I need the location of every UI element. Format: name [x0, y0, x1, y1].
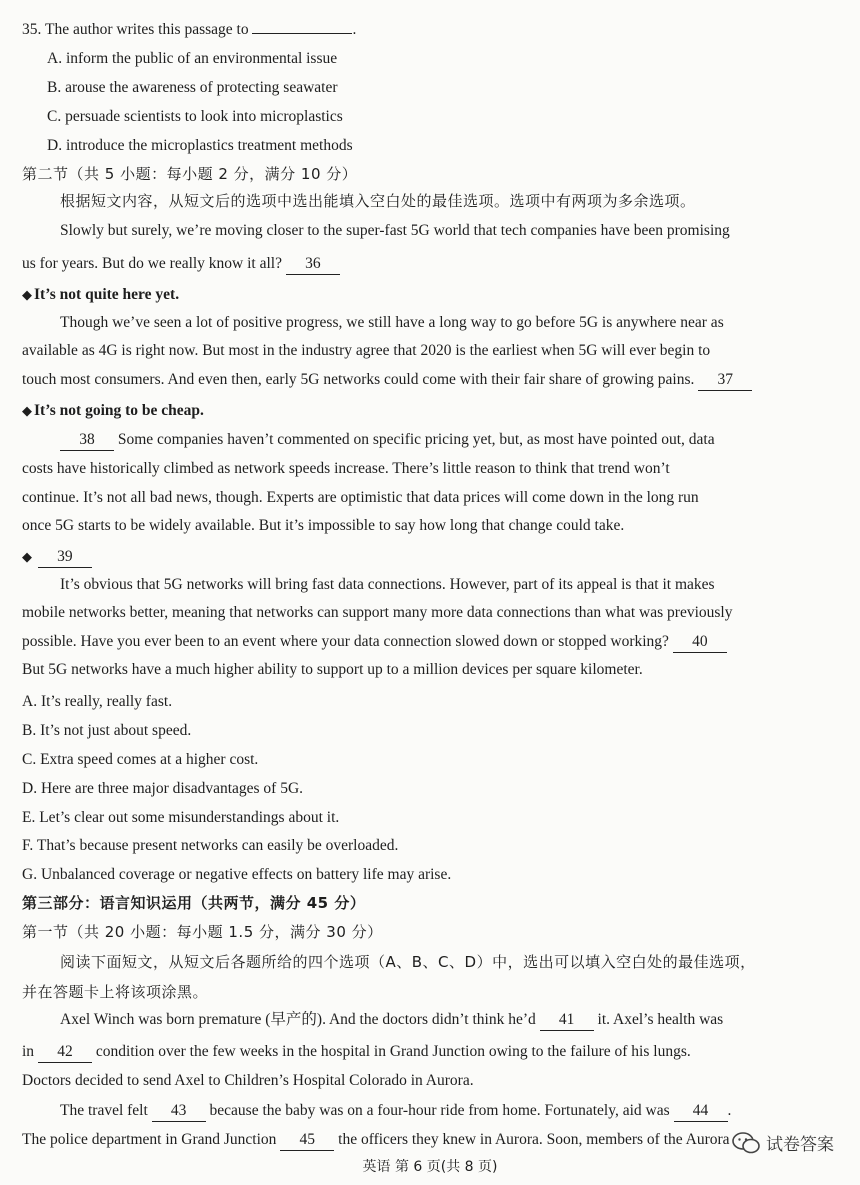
cloze-line-1a: Axel Winch was born premature (早产的). And the doctors didn’t think he’d: [60, 1011, 536, 1028]
diamond-bullet-icon: ◆: [22, 404, 32, 419]
section-2-heading: 第二节（共 5 小题：每小题 2 分，满分 10 分）: [22, 165, 358, 183]
passage-p2-line-1: [60, 430, 832, 451]
passage-p2-line-4: once 5G starts to be widely available. But it’s impossible to say how long that change could take.: [22, 517, 625, 534]
blank-37: 37: [698, 370, 752, 391]
blank-36: 36: [286, 254, 340, 275]
cloze-line-1: [60, 1010, 832, 1031]
choice-f: F. That’s because present networks can easily be overloaded.: [22, 837, 399, 854]
cloze-line-1b: it. Axel’s health was: [597, 1011, 724, 1028]
passage-p2-line-1-text: Some companies haven’t commented on specific pricing yet, but, as most have pointed out, data: [117, 431, 715, 448]
passage-heading-2: [22, 401, 832, 422]
question-35-text: 35. The author writes this passage to: [22, 21, 249, 38]
part-3-heading: 第三部分：语言知识运用（共两节，满分 45 分）: [22, 894, 366, 912]
blank-45: 45: [280, 1130, 334, 1151]
question-35-option-a: A. inform the public of an environmental issue: [47, 50, 338, 67]
blank-38: 38: [60, 430, 114, 451]
passage-intro-text: us for years. But do we really know it all?: [22, 255, 282, 272]
watermark: [732, 1130, 834, 1155]
passage-p1-line-1: Though we’ve seen a lot of positive progress, we still have a long way to go before 5G is anywhere near as: [60, 314, 724, 331]
part-3-section-1-heading: 第一节（共 20 小题：每小题 1.5 分，满分 30 分）: [22, 923, 383, 941]
watermark-text: 试卷答案: [766, 1135, 834, 1155]
question-35-blank: [252, 33, 352, 34]
blank-43: 43: [152, 1101, 206, 1122]
cloze-line-2: [22, 1042, 832, 1063]
passage-p2-line-2: costs have historically climbed as network speeds increase. There’s little reason to think that trend won’t: [22, 460, 670, 477]
passage-p1-line-3-text: touch most consumers. And even then, early 5G networks could come with their fair share of growing pains.: [22, 371, 695, 388]
passage-p1-line-3: [22, 370, 832, 391]
passage-p2-line-3: continue. It’s not all bad news, though. Experts are optimistic that data prices will come down in the long run: [22, 489, 699, 506]
question-35-end: .: [352, 21, 357, 38]
section-2-instruction: 根据短文内容，从短文后的选项中选出能填入空白处的最佳选项。选项中有两项为多余选项。: [60, 192, 696, 210]
passage-heading-1-text: It’s not quite here yet.: [34, 286, 180, 303]
page-footer: 英语 第 6 页(共 8 页): [362, 1159, 498, 1175]
passage-heading-1: [22, 285, 832, 306]
passage-p3-line-3-text: possible. Have you ever been to an event where your data connection slowed down or stopped working?: [22, 633, 669, 650]
cloze-line-4c: .: [727, 1102, 732, 1119]
choice-c: C. Extra speed comes at a higher cost.: [22, 751, 259, 768]
diamond-bullet-icon: ◆: [22, 288, 32, 303]
passage-p3-line-1: It’s obvious that 5G networks will bring fast data connections. However, part of its appeal is that it makes: [60, 576, 715, 593]
question-35-option-b: B. arouse the awareness of protecting seawater: [47, 79, 338, 96]
passage-p3-line-4: But 5G networks have a much higher ability to support up to a million devices per square kilometer.: [22, 661, 643, 678]
passage-heading-3: [22, 547, 832, 568]
blank-42: 42: [38, 1042, 92, 1063]
cloze-line-5a: The police department in Grand Junction: [22, 1131, 277, 1148]
cloze-line-5: [22, 1130, 832, 1151]
cloze-line-5b: the officers they knew in Aurora. Soon, members of the Aurora: [338, 1131, 730, 1148]
passage-p3-line-3: [22, 632, 832, 653]
cloze-line-4: [60, 1101, 832, 1122]
wechat-icon: [732, 1132, 760, 1154]
passage-p3-line-2: mobile networks better, meaning that networks can support many more data connections than what was previously: [22, 604, 733, 621]
question-35-stem: [22, 20, 832, 40]
passage-intro-line-1: Slowly but surely, we’re moving closer to the super-fast 5G world that tech companies have been promising: [60, 222, 730, 239]
cloze-line-4b: because the baby was on a four-hour ride from home. Fortunately, aid was: [209, 1102, 670, 1119]
blank-40: 40: [673, 632, 727, 653]
passage-p1-line-2: available as 4G is right now. But most in the industry agree that 2020 is the earliest when 5G will ever begin to: [22, 342, 711, 359]
choice-a: A. It’s really, really fast.: [22, 693, 173, 710]
choice-d: D. Here are three major disadvantages of 5G.: [22, 780, 304, 797]
choice-b: B. It’s not just about speed.: [22, 722, 192, 739]
cloze-line-4a: The travel felt: [60, 1102, 148, 1119]
choice-e: E. Let’s clear out some misunderstandings about it.: [22, 809, 340, 826]
choice-g: G. Unbalanced coverage or negative effects on battery life may arise.: [22, 866, 452, 883]
question-35-option-d: D. introduce the microplastics treatment methods: [47, 137, 353, 154]
cloze-line-2b: condition over the few weeks in the hospital in Grand Junction owing to the failure of his lungs.: [95, 1043, 691, 1060]
cloze-line-2a: in: [22, 1043, 35, 1060]
cloze-line-3: Doctors decided to send Axel to Children’s Hospital Colorado in Aurora.: [22, 1072, 474, 1089]
question-35-option-c: C. persuade scientists to look into microplastics: [47, 108, 343, 125]
part-3-instruction-line-2: 并在答题卡上将该项涂黑。: [22, 983, 209, 1001]
blank-41: 41: [540, 1010, 594, 1031]
passage-intro-line-2: [22, 254, 832, 275]
blank-39: 39: [38, 547, 92, 568]
part-3-instruction-line-1: 阅读下面短文，从短文后各题所给的四个选项（A、B、C、D）中，选出可以填入空白处的最佳选项，: [60, 953, 756, 971]
diamond-bullet-icon: ◆: [22, 550, 32, 565]
blank-44: 44: [674, 1101, 728, 1122]
passage-heading-2-text: It’s not going to be cheap.: [34, 402, 204, 419]
